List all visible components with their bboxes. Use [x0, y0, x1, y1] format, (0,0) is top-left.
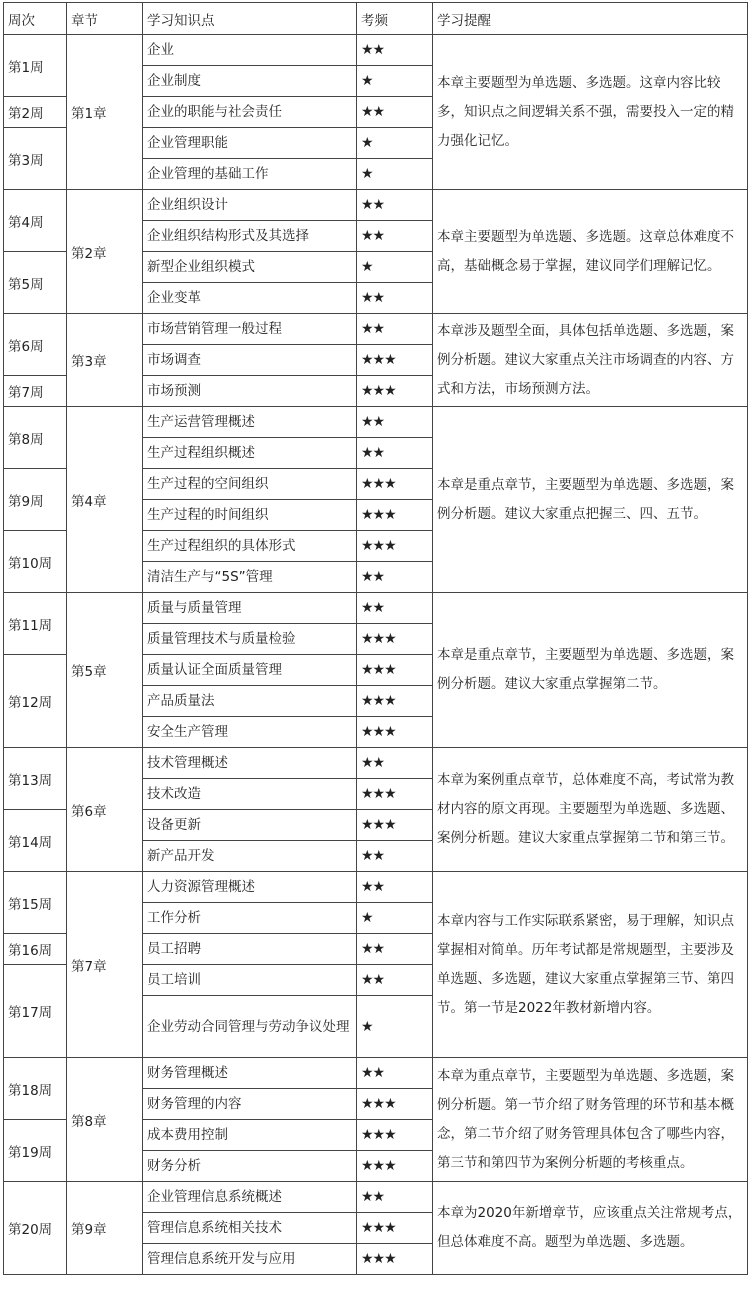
table-row [4, 872, 748, 903]
week-cell: 第3周 [4, 128, 67, 190]
week-cell: 第15周 [4, 872, 67, 934]
frequency-stars: ★★ [357, 1058, 433, 1089]
knowledge-point-cell: 人力资源管理概述 [143, 872, 357, 903]
chapter-cell: 第9章 [67, 1182, 143, 1275]
frequency-stars: ★ [357, 996, 433, 1058]
week-cell: 第8周 [4, 407, 67, 469]
knowledge-point-cell: 生产运营管理概述 [143, 407, 357, 438]
knowledge-point-cell: 质量与质量管理 [143, 593, 357, 624]
header-week: 周次 [4, 3, 67, 35]
frequency-stars: ★★★ [357, 469, 433, 500]
frequency-stars: ★★★ [357, 1244, 433, 1275]
knowledge-point-cell: 新型企业组织模式 [143, 252, 357, 283]
table-row [4, 593, 748, 624]
study-reminder-cell: 本章为重点章节，主要题型为单选题、多选题，案例分析题。第一节介绍了财务管理的环节和基本概念，第二节介绍了财务管理具体包含了哪些内容，第三节和第四节为案例分析题的考核重点。 [433, 1058, 748, 1182]
chapter-cell: 第1章 [67, 35, 143, 190]
table-row [4, 1058, 748, 1089]
chapter-cell: 第8章 [67, 1058, 143, 1182]
knowledge-point-cell: 生产过程组织概述 [143, 438, 357, 469]
header-reminder: 学习提醒 [433, 3, 748, 35]
knowledge-point-cell: 质量认证全面质量管理 [143, 655, 357, 686]
knowledge-point-cell: 市场调查 [143, 345, 357, 376]
knowledge-point-cell: 企业变革 [143, 283, 357, 314]
week-cell: 第13周 [4, 748, 67, 810]
knowledge-point-cell: 企业组织结构形式及其选择 [143, 221, 357, 252]
study-reminder-cell: 本章为案例重点章节，总体难度不高，考试常为教材内容的原文再现。主要题型为单选题、多选题、案例分析题。建议大家重点掌握第二节和第三节。 [433, 748, 748, 872]
knowledge-point-cell: 质量管理技术与质量检验 [143, 624, 357, 655]
knowledge-point-cell: 企业管理信息系统概述 [143, 1182, 357, 1213]
week-cell: 第12周 [4, 655, 67, 748]
knowledge-point-cell: 企业管理的基础工作 [143, 159, 357, 190]
plan-body [4, 35, 748, 1275]
week-cell: 第5周 [4, 252, 67, 314]
knowledge-point-cell: 技术管理概述 [143, 748, 357, 779]
week-cell: 第4周 [4, 190, 67, 252]
knowledge-point-cell: 财务管理的内容 [143, 1089, 357, 1120]
frequency-stars: ★ [357, 128, 433, 159]
knowledge-point-cell: 管理信息系统相关技术 [143, 1213, 357, 1244]
week-cell: 第6周 [4, 314, 67, 376]
frequency-stars: ★★ [357, 965, 433, 996]
table-row [4, 1182, 748, 1213]
table-row [4, 35, 748, 66]
knowledge-point-cell: 企业管理职能 [143, 128, 357, 159]
knowledge-point-cell: 财务分析 [143, 1151, 357, 1182]
week-cell: 第10周 [4, 531, 67, 593]
frequency-stars: ★★★ [357, 1120, 433, 1151]
frequency-stars: ★★★ [357, 810, 433, 841]
frequency-stars: ★★★ [357, 1213, 433, 1244]
study-reminder-cell: 本章是重点章节，主要题型为单选题、多选题，案例分析题。建议大家重点掌握第二节。 [433, 593, 748, 748]
chapter-cell: 第2章 [67, 190, 143, 314]
frequency-stars: ★★★ [357, 500, 433, 531]
study-reminder-cell: 本章主要题型为单选题、多选题。这章总体难度不高，基础概念易于掌握，建议同学们理解记忆。 [433, 190, 748, 314]
study-reminder-cell: 本章涉及题型全面，具体包括单选题、多选题，案例分析题。建议大家重点关注市场调查的内容、方式和方法，市场预测方法。 [433, 314, 748, 407]
study-reminder-cell: 本章是重点章节，主要题型为单选题、多选题，案例分析题。建议大家重点把握三、四、五节。 [433, 407, 748, 593]
chapter-cell: 第4章 [67, 407, 143, 593]
frequency-stars: ★★★ [357, 376, 433, 407]
chapter-cell: 第5章 [67, 593, 143, 748]
week-cell: 第16周 [4, 934, 67, 965]
table-row [4, 407, 748, 438]
header-row [4, 3, 748, 35]
knowledge-point-cell: 员工培训 [143, 965, 357, 996]
frequency-stars: ★★★ [357, 717, 433, 748]
table-row [4, 190, 748, 221]
frequency-stars: ★★★ [357, 1089, 433, 1120]
frequency-stars: ★ [357, 252, 433, 283]
frequency-stars: ★★★ [357, 345, 433, 376]
frequency-stars: ★★ [357, 314, 433, 345]
frequency-stars: ★★ [357, 748, 433, 779]
knowledge-point-cell: 产品质量法 [143, 686, 357, 717]
frequency-stars: ★★★ [357, 531, 433, 562]
frequency-stars: ★★★ [357, 686, 433, 717]
chapter-cell: 第6章 [67, 748, 143, 872]
knowledge-point-cell: 员工招聘 [143, 934, 357, 965]
frequency-stars: ★★★ [357, 1151, 433, 1182]
frequency-stars: ★★ [357, 1182, 433, 1213]
frequency-stars: ★ [357, 903, 433, 934]
knowledge-point-cell: 企业 [143, 35, 357, 66]
frequency-stars: ★★ [357, 934, 433, 965]
week-cell: 第9周 [4, 469, 67, 531]
frequency-stars: ★★ [357, 872, 433, 903]
header-frequency: 考频 [357, 3, 433, 35]
study-reminder-cell: 本章为2020年新增章节，应该重点关注常规考点，但总体难度不高。题型为单选题、多选题。 [433, 1182, 748, 1275]
frequency-stars: ★★★ [357, 655, 433, 686]
knowledge-point-cell: 技术改造 [143, 779, 357, 810]
header-chapter: 章节 [67, 3, 143, 35]
frequency-stars: ★★ [357, 841, 433, 872]
knowledge-point-cell: 企业的职能与社会责任 [143, 97, 357, 128]
frequency-stars: ★★ [357, 407, 433, 438]
knowledge-point-cell: 生产过程的时间组织 [143, 500, 357, 531]
frequency-stars: ★★ [357, 593, 433, 624]
knowledge-point-cell: 清洁生产与“5S”管理 [143, 562, 357, 593]
frequency-stars: ★★ [357, 283, 433, 314]
knowledge-point-cell: 工作分析 [143, 903, 357, 934]
week-cell: 第1周 [4, 35, 67, 97]
week-cell: 第20周 [4, 1182, 67, 1275]
knowledge-point-cell: 新产品开发 [143, 841, 357, 872]
week-cell: 第11周 [4, 593, 67, 655]
header-knowledge: 学习知识点 [143, 3, 357, 35]
knowledge-point-cell: 设备更新 [143, 810, 357, 841]
knowledge-point-cell: 市场营销管理一般过程 [143, 314, 357, 345]
week-cell: 第7周 [4, 376, 67, 407]
knowledge-point-cell: 生产过程组织的具体形式 [143, 531, 357, 562]
chapter-cell: 第7章 [67, 872, 143, 1058]
week-cell: 第17周 [4, 965, 67, 1058]
knowledge-point-cell: 企业制度 [143, 66, 357, 97]
week-cell: 第19周 [4, 1120, 67, 1182]
table-row [4, 314, 748, 345]
frequency-stars: ★★ [357, 35, 433, 66]
knowledge-point-cell: 市场预测 [143, 376, 357, 407]
week-cell: 第2周 [4, 97, 67, 128]
study-plan-table [3, 2, 748, 1275]
frequency-stars: ★ [357, 159, 433, 190]
frequency-stars: ★★ [357, 97, 433, 128]
frequency-stars: ★★★ [357, 624, 433, 655]
week-cell: 第18周 [4, 1058, 67, 1120]
frequency-stars: ★★ [357, 438, 433, 469]
frequency-stars: ★★ [357, 221, 433, 252]
chapter-cell: 第3章 [67, 314, 143, 407]
knowledge-point-cell: 安全生产管理 [143, 717, 357, 748]
frequency-stars: ★★★ [357, 779, 433, 810]
knowledge-point-cell: 生产过程的空间组织 [143, 469, 357, 500]
frequency-stars: ★★ [357, 190, 433, 221]
knowledge-point-cell: 财务管理概述 [143, 1058, 357, 1089]
knowledge-point-cell: 管理信息系统开发与应用 [143, 1244, 357, 1275]
knowledge-point-cell: 成本费用控制 [143, 1120, 357, 1151]
study-reminder-cell: 本章主要题型为单选题、多选题。这章内容比较多，知识点之间逻辑关系不强，需要投入一定的精力强化记忆。 [433, 35, 748, 190]
frequency-stars: ★★ [357, 562, 433, 593]
frequency-stars: ★ [357, 66, 433, 97]
knowledge-point-cell: 企业劳动合同管理与劳动争议处理 [143, 996, 357, 1058]
week-cell: 第14周 [4, 810, 67, 872]
study-reminder-cell: 本章内容与工作实际联系紧密，易于理解，知识点掌握相对简单。历年考试都是常规题型，主要涉及单选题、多选题，建议大家重点掌握第三节、第四节。第一节是2022年教材新增内容。 [433, 872, 748, 1058]
table-row [4, 748, 748, 779]
knowledge-point-cell: 企业组织设计 [143, 190, 357, 221]
